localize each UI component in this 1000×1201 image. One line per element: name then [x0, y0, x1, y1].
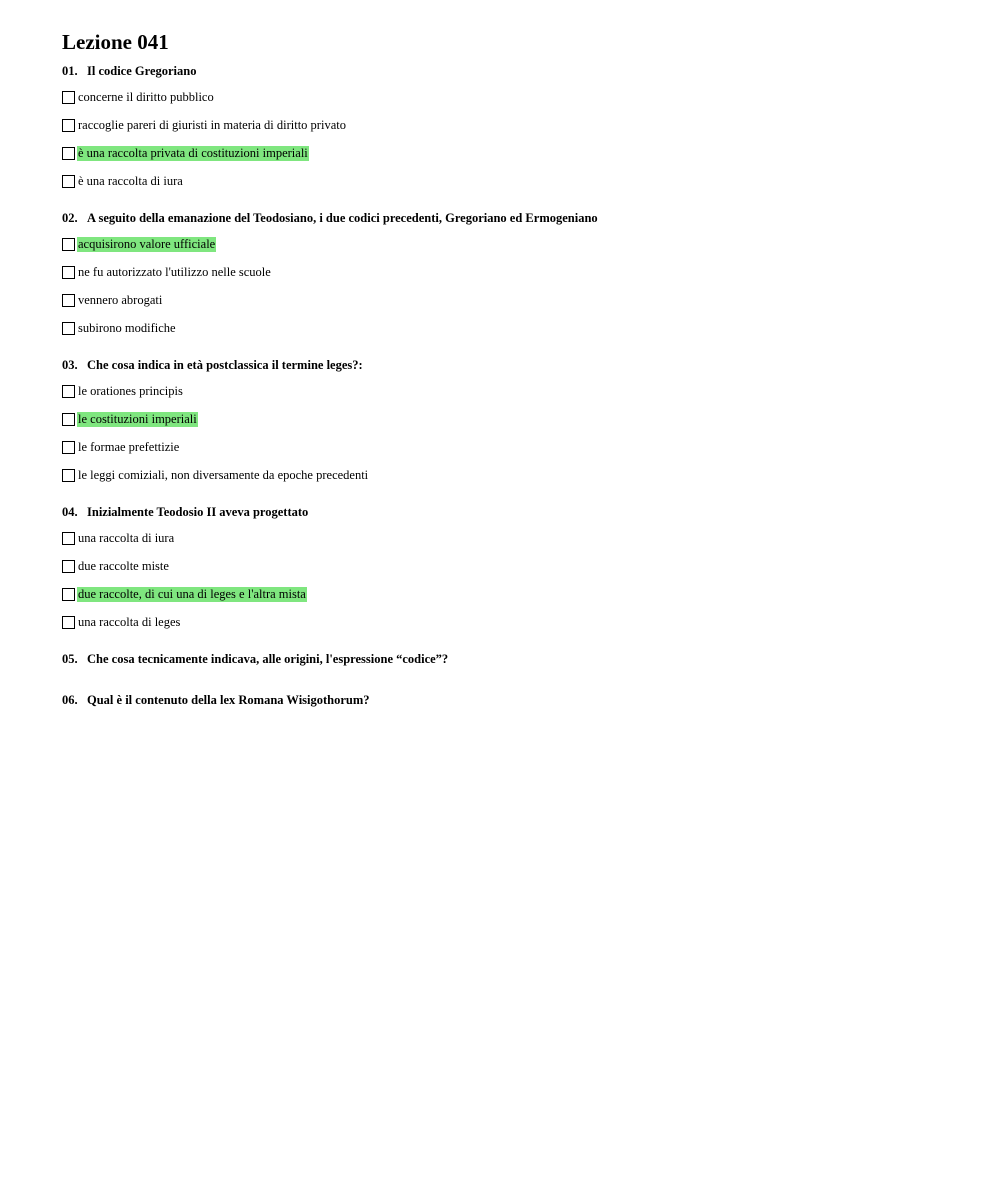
- answer-checkbox[interactable]: [62, 238, 75, 251]
- question-text: A seguito della emanazione del Teodosiano, i due codici precedenti, Gregoriano ed Ermogeniano: [87, 211, 598, 225]
- answer-text-correct: le costituzioni imperiali: [78, 411, 197, 426]
- answer-text: le orationes principis: [78, 383, 183, 398]
- answer-checkbox[interactable]: [62, 294, 75, 307]
- question-number: 03.: [62, 358, 78, 372]
- question-spacer: [62, 636, 962, 650]
- answer-checkbox[interactable]: [62, 532, 75, 545]
- answer-option[interactable]: [62, 552, 962, 580]
- answer-option[interactable]: [62, 433, 962, 461]
- answer-checkbox[interactable]: [62, 385, 75, 398]
- answer-checkbox[interactable]: [62, 588, 75, 601]
- question-3: [62, 356, 962, 489]
- answer-checkbox[interactable]: [62, 413, 75, 426]
- question-number: 01.: [62, 64, 78, 78]
- answer-option[interactable]: [62, 139, 962, 167]
- question-text: Che cosa tecnicamente indicava, alle origini, l'espressione “codice”?: [87, 652, 449, 666]
- answer-text: due raccolte miste: [78, 558, 169, 573]
- answer-text: concerne il diritto pubblico: [78, 89, 214, 104]
- answer-option[interactable]: [62, 580, 962, 608]
- answer-text-correct: acquisirono valore ufficiale: [78, 236, 216, 251]
- answer-text-correct: due raccolte, di cui una di leges e l'altra mista: [78, 586, 306, 601]
- answer-option[interactable]: [62, 405, 962, 433]
- question-spacer: [62, 489, 962, 503]
- question-2: [62, 209, 962, 342]
- document-page: [62, 30, 962, 709]
- answer-text: raccoglie pareri di giuristi in materia di diritto privato: [78, 117, 346, 132]
- answer-text: ne fu autorizzato l'utilizzo nelle scuole: [78, 264, 271, 279]
- answer-checkbox[interactable]: [62, 616, 75, 629]
- answer-checkbox[interactable]: [62, 469, 75, 482]
- answer-option[interactable]: [62, 230, 962, 258]
- answer-checkbox[interactable]: [62, 147, 75, 160]
- question-header: [62, 62, 962, 80]
- answer-text: una raccolta di leges: [78, 614, 181, 629]
- answer-text: subirono modifiche: [78, 320, 176, 335]
- question-header: [62, 356, 962, 374]
- question-header: [62, 209, 962, 227]
- answer-list: [62, 524, 962, 636]
- question-spacer: [62, 195, 962, 209]
- answer-option[interactable]: [62, 111, 962, 139]
- question-header: [62, 691, 962, 709]
- answer-text: le formae prefettizie: [78, 439, 180, 454]
- answer-option[interactable]: [62, 258, 962, 286]
- question-number: 04.: [62, 505, 78, 519]
- answer-option[interactable]: [62, 608, 962, 636]
- answer-list: [62, 230, 962, 342]
- answer-text: le leggi comiziali, non diversamente da epoche precedenti: [78, 467, 369, 482]
- answer-text: vennero abrogati: [78, 292, 163, 307]
- answer-list: [62, 83, 962, 195]
- question-spacer: [62, 668, 962, 691]
- answer-option[interactable]: [62, 314, 962, 342]
- answer-checkbox[interactable]: [62, 560, 75, 573]
- answer-list: [62, 377, 962, 489]
- answer-checkbox[interactable]: [62, 266, 75, 279]
- answer-checkbox[interactable]: [62, 175, 75, 188]
- question-number: 05.: [62, 652, 78, 666]
- answer-text: una raccolta di iura: [78, 530, 175, 545]
- question-6: [62, 691, 962, 709]
- answer-text-correct: è una raccolta privata di costituzioni imperiali: [78, 145, 308, 160]
- answer-checkbox[interactable]: [62, 322, 75, 335]
- question-list: [62, 62, 962, 709]
- answer-option[interactable]: [62, 83, 962, 111]
- question-header: [62, 650, 962, 668]
- question-1: [62, 62, 962, 195]
- question-header: [62, 503, 962, 521]
- question-text: Che cosa indica in età postclassica il termine leges?:: [87, 358, 363, 372]
- answer-option[interactable]: [62, 524, 962, 552]
- question-number: 02.: [62, 211, 78, 225]
- question-number: 06.: [62, 693, 78, 707]
- question-4: [62, 503, 962, 636]
- question-5: [62, 650, 962, 668]
- answer-option[interactable]: [62, 377, 962, 405]
- answer-checkbox[interactable]: [62, 441, 75, 454]
- answer-option[interactable]: [62, 167, 962, 195]
- page-title: Lezione 041: [62, 30, 169, 54]
- answer-option[interactable]: [62, 461, 962, 489]
- question-text: Qual è il contenuto della lex Romana Wisigothorum?: [87, 693, 370, 707]
- question-spacer: [62, 342, 962, 356]
- question-text: Il codice Gregoriano: [87, 64, 197, 78]
- answer-checkbox[interactable]: [62, 91, 75, 104]
- answer-checkbox[interactable]: [62, 119, 75, 132]
- question-text: Inizialmente Teodosio II aveva progettato: [87, 505, 309, 519]
- answer-option[interactable]: [62, 286, 962, 314]
- answer-text: è una raccolta di iura: [78, 173, 183, 188]
